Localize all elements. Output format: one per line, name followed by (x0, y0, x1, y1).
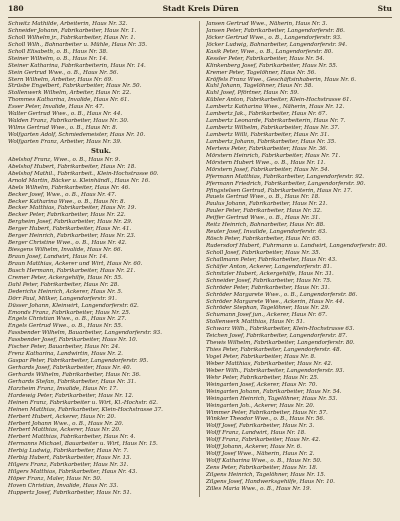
section-heading: Stuk. (90, 146, 112, 155)
directory-entry: Wimmer Peter, Fabrikarbeiter, Haus Nr. 57. (206, 409, 328, 416)
directory-entry: Abelshof Mathil., Fabrikarbeit., Klein-Hochstrasse 60. (8, 170, 159, 177)
directory-entry: Wolff Katharina Wwe., o. B., Haus Nr. 50. (206, 458, 322, 465)
directory-entry: Kessler Peter, Fabrikarbeiter, Haus Nr. 54. (206, 55, 325, 62)
directory-entry: Schnitzler Hubert, Ackergehilfe, Haus Nr. 31. (206, 270, 334, 277)
directory-entry: Wolff Josef Wwe., Näherin, Haus Nr. 2. (206, 451, 315, 458)
directory-entry: Stern Wilhelm, Arbeiter, Haus Nr. 69. (8, 76, 113, 83)
directory-entry: Scholl Josef, Fabrikarbeiter, Haus Nr. 35. (206, 249, 321, 256)
directory-entry: Stein Gertrud Wwe., o. B., Haus Nr. 56. (8, 69, 119, 76)
right-list (206, 21, 392, 493)
directory-entry: Herbig Ludwig, Fabrikarbeiter, Haus Nr. 7. (8, 448, 129, 455)
directory-entry: Esser Peter, Invalide, Haus Nr. 47. (8, 104, 105, 111)
directory-entry: Wolff Franz, Fabrikarbeiter, Haus Nr. 42. (206, 437, 321, 444)
directory-entry: Weber Wilh., Fabrikarbeiter, Langendorferstr. 93. (206, 367, 345, 374)
directory-entry: Zilgens Josef, Handwerksgehilfe, Haus Nr. 10. (206, 478, 335, 485)
directory-entry: Cremer Peter, Ackergehilfe, Haus Nr. 55. (8, 274, 123, 281)
directory-entry: Herbert Hubert, Ackerer, Haus Nr. 20. (8, 413, 116, 420)
directory-entry: Steiner Wilhelm, o. B., Haus Nr. 14. (8, 55, 108, 62)
left-bottom-list (8, 157, 194, 497)
directory-entry: Pauels Gertrud Wwe., o. B., Haus Nr. 18. (206, 194, 320, 201)
directory-entry: Rösch Peter, Fabrikarbeiter, Haus Nr. 65. (206, 236, 321, 243)
directory-entry: Mörstern Josef, Fabrikarbeiter, Haus Nr. 54. (206, 166, 330, 173)
left-top-list (8, 21, 194, 146)
directory-entry: Gaspar Peter, Fabrikarbeiter, Langendorferstr. 95. (8, 358, 149, 365)
directory-entry: Vogel Peter, Fabrikarbeiter, Haus Nr. 8. (206, 354, 316, 360)
directory-entry: Stollenwerk Wilhelm, Arbeiter, Haus Nr. 22. (8, 90, 131, 97)
directory-entry: Peiffer Gertrud Wwe., o. B., Haus Nr. 31. (206, 215, 321, 222)
directory-entry: Wolff Johann, Ackerer, Haus Nr. 6. (206, 444, 302, 451)
directory-entry: Thewis Wilhelm, Fabrikarbeiter, Langendorferstr. 80. (206, 340, 355, 347)
directory-entry: Weber Matthias, Fabrikarbeiter, Haus Nr. 42. (206, 360, 333, 367)
directory-entry: Stollenwerk Matthias, Haus Nr. 51. (206, 319, 305, 326)
directory-entry: Scholl Wilh., Bahnarbeiter u. Mühle, Haus Nr. 35. (8, 41, 147, 48)
directory-entry: Lambertz Willi, Fabrikarbeiter, Haus Nr. 31. (206, 132, 330, 138)
directory-entry: Hilgers Franz, Fabrikarbeiter, Haus Nr. 31. (8, 462, 129, 469)
directory-entry: Gerhards Stefan, Fabrikarbeiter, Haus Nr. 31. (8, 378, 137, 385)
page-title: Stadt Kreis Düren (162, 4, 239, 13)
directory-entry: Kröffels Franz Wwe., Geschäftsinhaberin, Haus Nr. 6. (206, 76, 356, 83)
directory-entry: Becker Matthias, Fabrikarbeiter, Haus Nr. 19. (8, 205, 137, 212)
directory-entry: Kasik Peter, Wwe., o. B., Langendorferstr. 80. (206, 48, 333, 55)
directory-entry: Mörstern Hubert Wwe., o. B., Haus Nr. 11. (206, 159, 326, 166)
directory-entry: Herbert Matthias, Ackerer, Haus Nr. 20. (8, 427, 121, 434)
directory-entry: Berger Hubert, Fabrikarbeiter, Haus Nr. 41. (8, 226, 132, 233)
directory-entry: Weingarten Johann, Fabrikarbeiter, Haus Nr. 54. (206, 388, 342, 395)
directory-entry: Weingarten Joh., Ackerer, Haus Nr. 20. (206, 402, 315, 409)
directory-entry: Lambertz Leonarde, Fabrikarbeiterin, Haus Nr. 7. (206, 118, 346, 125)
directory-entry: Becker Peter, Fabrikarbeiter, Haus Nr. 22. (8, 212, 126, 219)
directory-entry: Rudersdorf Hubert, Fuhrmann u. Landwirt, Langendorferstr. 80. (206, 243, 387, 249)
directory-entry: Engels Christian Wwe., o. B., Haus Nr. 27. (8, 316, 127, 323)
directory-entry: Thommes Katharina, Invalide, Haus Nr. 61. (8, 97, 130, 104)
directory-entry: Weingarten Josef, Ackerer, Haus Nr. 70. (206, 381, 318, 388)
directory-entry: Pfermann Matthias, Fabrikarbeiter, Langendorferstr. 92. (206, 173, 364, 180)
directory-entry: Herbert Johann Wwe., o. B., Haus Nr. 20. (8, 420, 124, 427)
directory-entry: Zens Peter, Fabrikarbeiter, Haus Nr. 18. (206, 465, 318, 471)
directory-entry: Kuhl Josef, Pförtner, Haus Nr. 59. (206, 90, 299, 97)
directory-entry: Lambertz Jak., Fabrikarbeiter, Haus Nr. 67. (206, 111, 328, 118)
directory-entry: Paulus Johann, Fabrikarbeiter, Haus Nr. 21. (206, 201, 328, 208)
columns (8, 21, 392, 497)
directory-entry: Teichen Josef, Fabrikarbeiter, Langendorferstr. 87. (206, 333, 348, 340)
directory-entry: Pfermann Friedrich, Fabrikarbeiter, Langendorferstr. 90. (206, 180, 366, 187)
directory-entry: Wolff Franz, Landwirt, Haus Nr. 18. (206, 430, 306, 437)
directory-entry: Weingarten Heinrich, Tagelöhner, Haus Nr. 53. (206, 395, 338, 402)
directory-entry: Abelshof Hubert, Fabrikarbeiter, Haus Nr. 18. (8, 163, 137, 170)
page-header (8, 4, 392, 18)
directory-entry: Arnold Martin, Bäcker u. Kleinhändl., Haus Nr. 16. (8, 177, 150, 184)
directory-entry: Schröder Stephan, Tagelöhner, Haus Nr. 29. (206, 305, 330, 312)
directory-entry: Schneider Johann, Fabrikarbeiter, Haus Nr. 1. (8, 27, 137, 34)
directory-entry: Fassbender Josef, Fabrikarbeiter, Haus Nr. 10. (8, 337, 138, 344)
directory-entry: Mörstern Heinrich, Fabrikarbeiter, Haus Nr. 71. (206, 152, 341, 159)
directory-entry: Wolfgarten Adolf, Schmiedemeister, Haus Nr. 10. (8, 132, 146, 138)
directory-entry: Schumann Josef jun., Ackerer, Haus Nr. 67. (206, 312, 327, 319)
directory-entry: Bergheim Josef, Fabrikarbeiter, Haus Nr. 29. (8, 219, 133, 226)
directory-entry: Berger Heinrich, Fabrikarbeiter, Haus Nr. 23. (8, 233, 136, 240)
directory-entry: Becker Katharina Wwe., o. B., Haus Nr. 8. (8, 198, 126, 205)
directory-entry: Schröder Peter, Fabrikarbeiter, Haus Nr. 31. (206, 284, 330, 291)
directory-entry: Schwitz Mathilde, Arbeiterin, Haus Nr. 32. (8, 21, 128, 27)
directory-entry: Hardewig Peter, Fabrikarbeiter, Haus Nr. 12. (8, 392, 134, 399)
directory-entry: Wolff Josef, Fabrikarbeiter, Haus Nr. 3. (206, 423, 315, 430)
directory-entry: Thies Peter, Fabrikarbeiter, Langendorferstr. 48. (206, 347, 342, 354)
directory-entry: Scholl Elisabeth, o. B., Haus Nr. 38. (8, 48, 108, 55)
directory-entry: Zilles Maria Wwe., o. B., Haus Nr. 19. (206, 485, 312, 492)
directory-entry: Kübler Anton, Fabrikarbeiter, Klein-Hochstrasse 61. (206, 97, 352, 104)
directory-entry: Schallmann Peter, Fabrikarbeiter, Haus Nr. 43. (206, 256, 337, 263)
directory-entry: Hermanns Michael, Bauarbeiter u. Wirt, Haus Nr. 15. (8, 441, 158, 448)
directory-entry: Fassbender Wilhelm, Bauarbeiter, Langendorferstr. 93. (8, 330, 162, 337)
directory-entry: Winkler Theodor Wwe., o. B., Haus Nr. 56. (206, 416, 325, 423)
directory-entry: Klinkenberg Josef, Fabrikarbeiter, Haus Nr. 55. (206, 62, 338, 69)
directory-entry: Abelshof Franz, Wwe., o. B., Haus Nr. 9. (8, 156, 121, 163)
directory-entry: Heinen Matthias, Fabrikarbeiter, Klein-Hochstrasse 37. (8, 406, 163, 413)
directory-entry: Schneider Josef, Fabrikarbeiter, Haus Nr. 75. (206, 277, 332, 284)
directory-entry: Höper Franz, Maler, Haus Nr. 50. (8, 476, 102, 482)
directory-entry: Walter Gertrud Wwe., o. B., Haus Nr. 44. (8, 111, 123, 118)
directory-entry: Biesgens Wilhelm, Invalide, Haus Nr. 66. (8, 247, 123, 254)
directory-entry: Kuhl Johann, Tagelöhner, Haus Nr. 58. (206, 83, 313, 90)
directory-entry: Herbig Hubert, Fabrikarbeiter, Haus Nr. 13. (8, 455, 132, 462)
directory-entry: Heinen Franz, Fabrikarbeiter u. Wirt, Kl.-Hochstr. 62. (8, 399, 158, 406)
directory-entry: Engels Gertrud Wwe., o. B., Haus Nr. 55. (8, 323, 123, 330)
directory-entry: Schäfer Anton, Ackerer, Langendorferstr. 81. (206, 263, 332, 270)
directory-entry: Wolfgarten Franz, Arbeiter, Haus Nr. 39. (8, 138, 122, 145)
directory-entry: Pauler Peter, Fabrikarbeiter, Haus Nr. 32. (206, 208, 322, 215)
directory-entry: Dahl Peter, Fabrikarbeiter, Haus Nr. 28. (8, 281, 119, 288)
directory-entry: Reitz Heinrich, Bahnarbeiter, Haus Nr. 88. (206, 222, 325, 229)
directory-entry: Reuter Josef, Invalide, Langendorferstr. 63. (206, 229, 327, 236)
directory-entry: Kremer Peter, Tagelöhner, Haus Nr. 56. (206, 69, 317, 76)
directory-entry: Lambertz Wilhelm, Fabrikarbeiter, Haus Nr. 37. (206, 125, 340, 132)
directory-entry: Pfingstelsen Gertrud, Fabrikarbeiterin, Haus Nr. 17. (206, 187, 353, 194)
directory-entry: Gerhards Josef, Fabrikarbeiter, Haus Nr. 40. (8, 365, 132, 371)
directory-entry: Lambertz Katharina Wwe., Näherin, Haus Nr. 12. (206, 104, 345, 111)
directory-entry: Düsser Johann, Kleinwirt, Langendorferstr. 62. (8, 302, 139, 309)
page-number: 180 (8, 4, 24, 13)
directory-entry: Lambertz Johann, Fabrikarbeiter, Haus Nr. 35. (206, 138, 336, 145)
directory-entry: Fischer Peter, Bauarbeiter, Haus Nr. 24. (8, 344, 120, 351)
directory-entry: Scholl Wilhelm jr., Fabrikarbeiter, Haus Nr. 1. (8, 34, 136, 41)
directory-entry: Schröder Margarete Wwe., o. B., Langendorferstr. 86. (206, 291, 358, 298)
directory-entry: Braun Josef, Landwirt, Haus Nr. 14. (8, 254, 108, 260)
directory-entry: Hoven Christian, Invalide, Haus Nr. 33. (8, 482, 119, 489)
directory-entry: Schröder Margarete Wwe., Ackerin, Haus Nr. 44. (206, 298, 345, 305)
directory-entry: Walden Franz, Fabrikarbeiter, Haus Nr. 30. (8, 118, 129, 125)
directory-entry: Frenz Katharina, Landwirtin, Haus Nr. 2. (8, 351, 123, 358)
directory-entry: Jansen Peter, Fabrikarbeiter, Langendorferstr. 86. (206, 27, 345, 34)
directory-entry: Becker Josef, Wwe., o. B., Haus Nr. 47. (8, 191, 117, 198)
directory-entry: Zilgens Heinrich, Tagelöhner, Haus Nr. 15. (206, 471, 326, 478)
directory-entry: Braun Matthias, Ackerer und Wirt, Haus Nr. 60. (8, 260, 143, 267)
directory-entry: Harzheim Franz, Invalide, Haus Nr. 17. (8, 385, 118, 392)
directory-entry: Emonds Franz, Fabrikarbeiter, Haus Nr. 25. (8, 309, 131, 316)
directory-entry: Steiner Katharina, Fabrikarbeiterin, Haus Nr. 14. (8, 62, 146, 69)
section-marker: Stu (377, 4, 392, 13)
right-column (206, 21, 392, 497)
directory-entry: Schwarz Wilh., Fabrikarbeiter, Klein-Hochstrasse 63. (206, 326, 355, 333)
directory-entry: Strüsbe Engelbert, Fabrikarbeiter, Haus Nr. 50. (8, 83, 142, 90)
directory-entry: Mertens Peter, Fabrikarbeiter, Haus Nr. 36. (206, 145, 328, 152)
directory-entry: Jöcker Ludwig, Bahnarbeiter, Langendorferstr. 94. (206, 41, 348, 48)
directory-entry: Herbert Matthias, Fabrikarbeiter, Haus Nr. 4. (8, 434, 136, 441)
directory-entry: Abels Wilhelm, Fabrikarbeiter, Haus Nr. 46. (8, 184, 131, 191)
directory-entry: Huppertz Josef, Fabrikarbeiter, Haus Nr. 51. (8, 489, 132, 496)
directory-entry: Berger Christine Wwe., o. B., Haus Nr. 42. (8, 240, 127, 247)
directory-entry: Wehr Peter, Fabrikarbeiter, Haus Nr. 25. (206, 374, 319, 381)
directory-entry: Jöcker Gertrud Wwe., o. B., Langendorferstr. 93. (206, 34, 342, 41)
directory-entry: Hilgers Matthias, Fabrikarbeiter, Haus Nr. 43. (8, 469, 138, 476)
directory-entry: Jansen Gertrud Wwe., Näherin, Haus Nr. 3. (206, 21, 328, 27)
directory-entry: Gerhards Wilhelm, Fabrikarbeiter, Haus Nr. 36. (8, 371, 141, 378)
left-column (8, 21, 200, 497)
directory-entry: Dörr Paul, Milker, Langendorferstr. 91. (8, 295, 117, 302)
directory-entry: Wilms Gertrud Wwe., o. B., Haus Nr. 8. (8, 125, 118, 132)
directory-entry: Busch Hermann, Fabrikarbeiter, Haus Nr. 21. (8, 267, 136, 274)
directory-entry: Dederichs Heinrich, Ackerer, Haus Nr. 5. (8, 288, 123, 295)
